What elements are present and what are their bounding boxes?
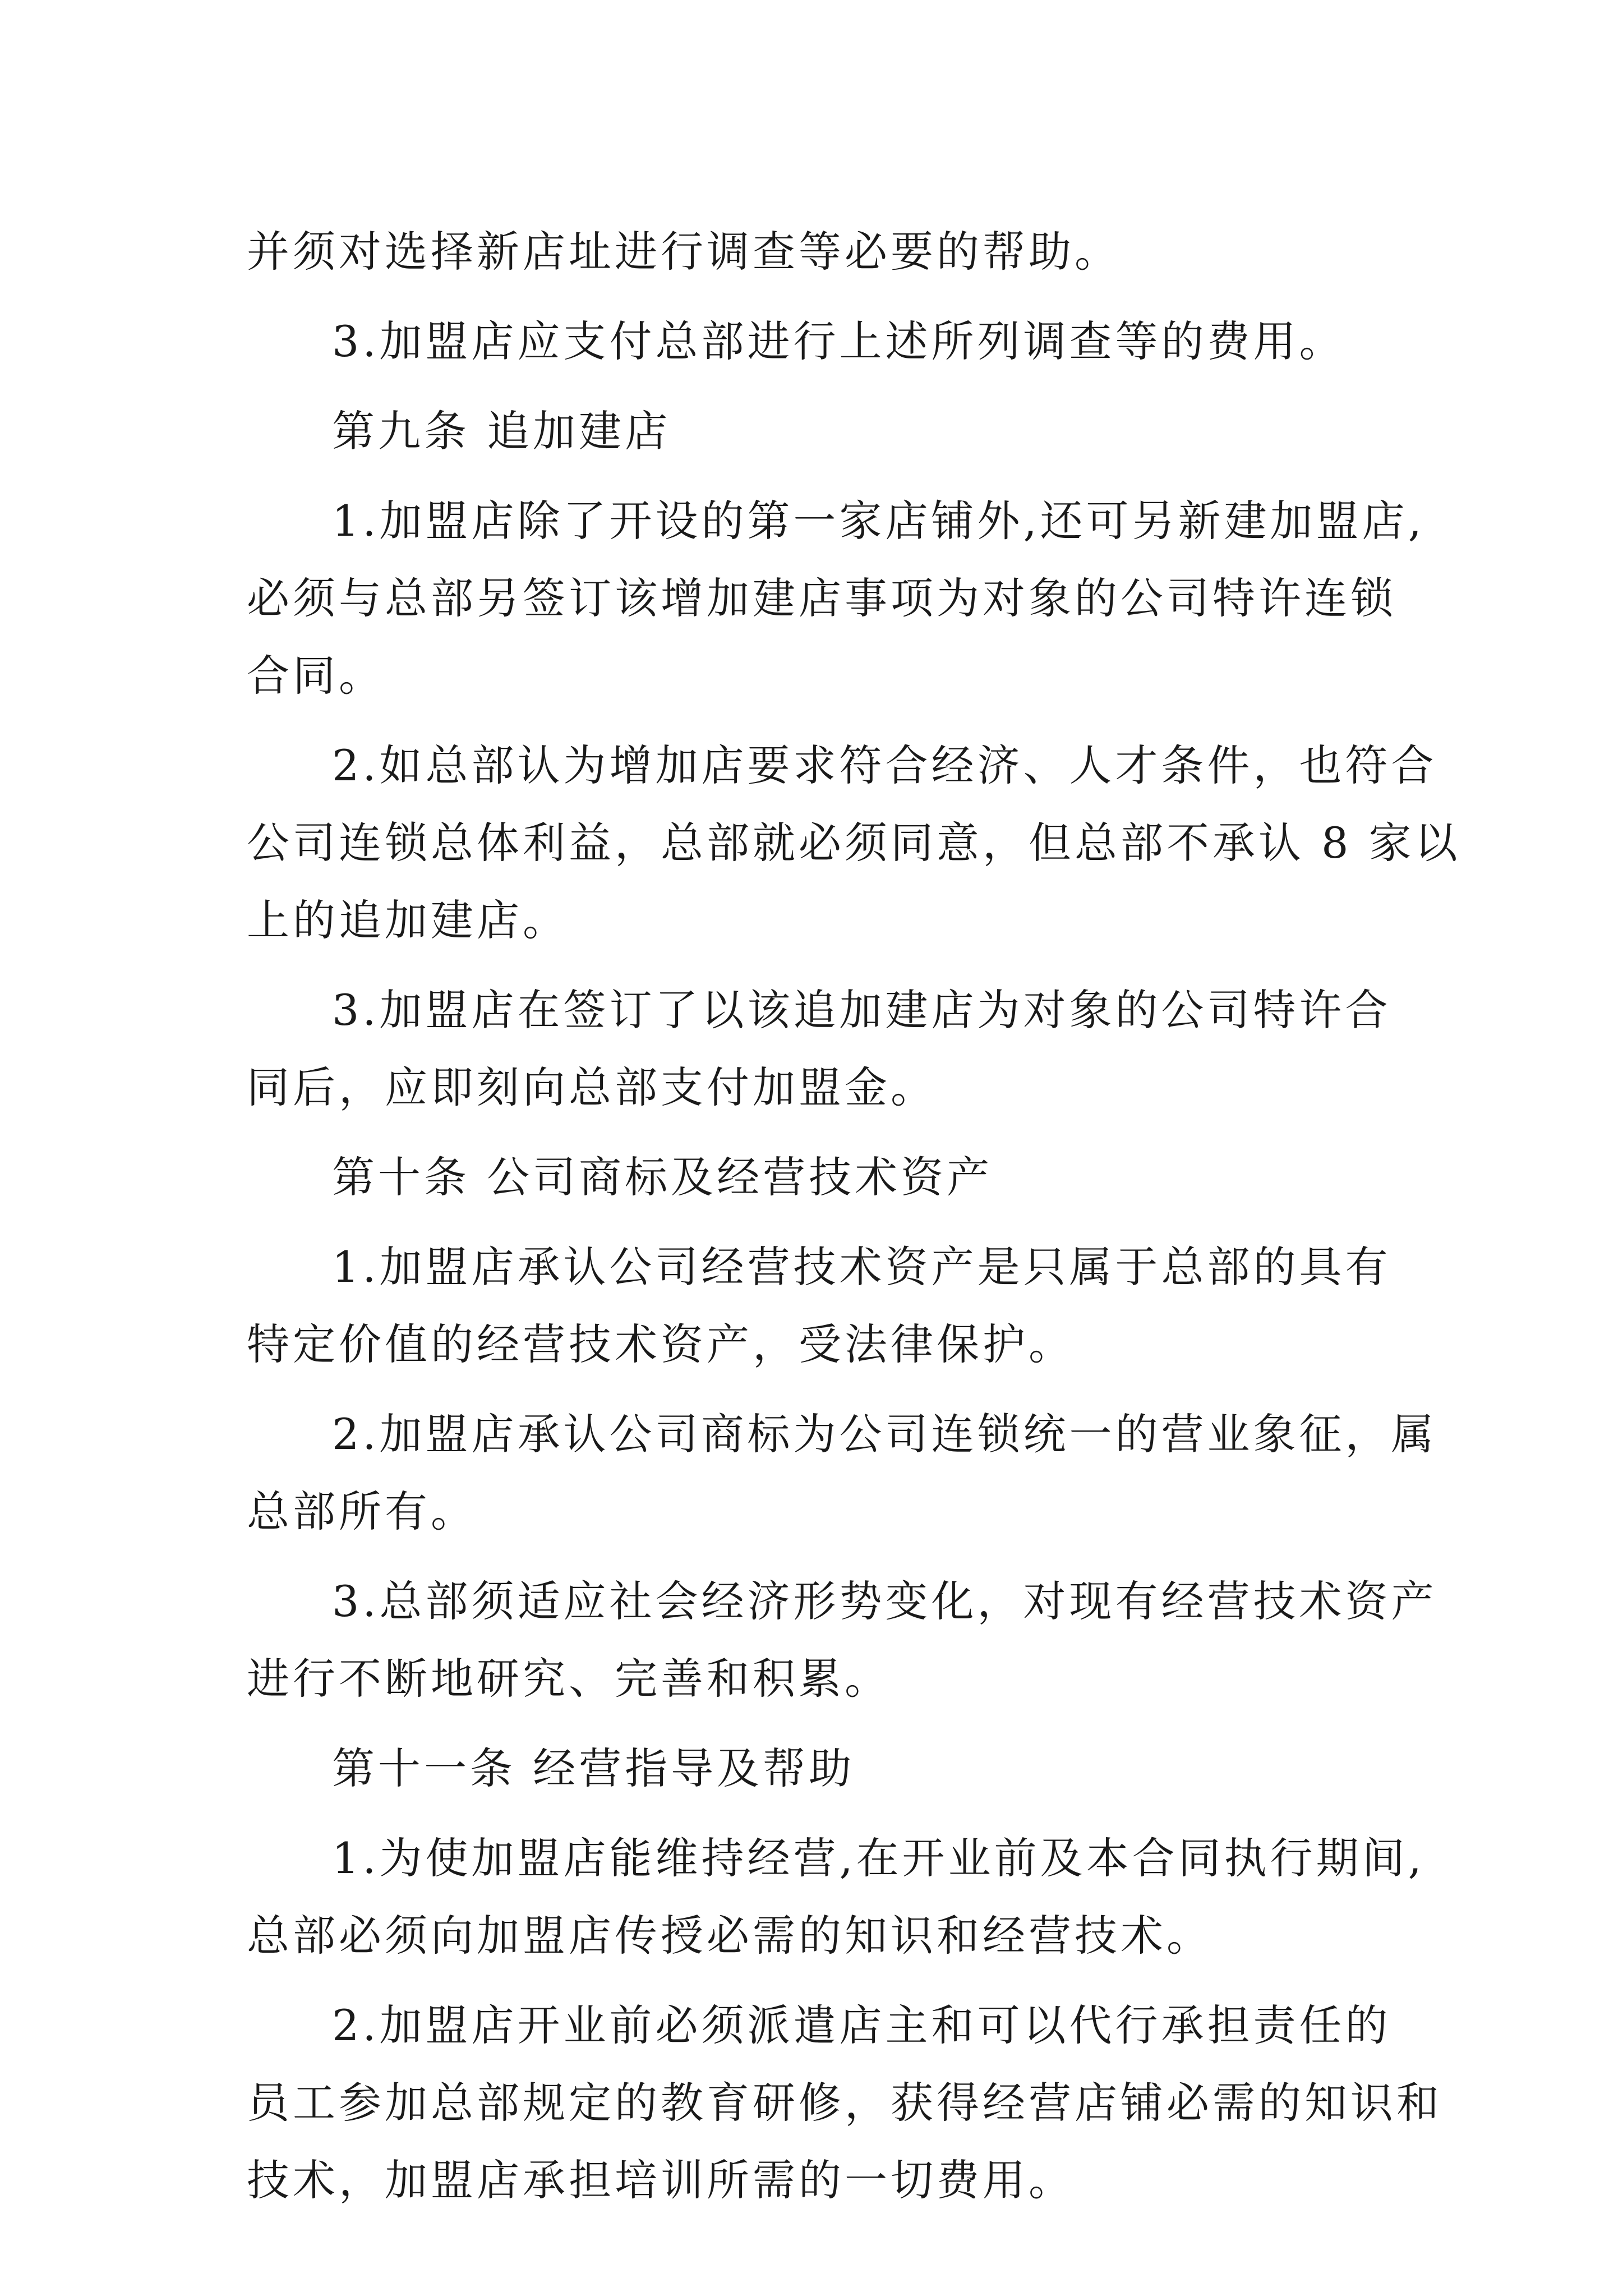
paragraph-line: 3.加盟店应支付总部进行上述所列调查等的费用。 (332, 316, 1345, 366)
paragraph-line: 技术，加盟店承担培训所需的一切费用。 (247, 2155, 1075, 2205)
paragraph (247, 213, 1385, 291)
paragraph (247, 1396, 1437, 1550)
paragraph-line: 进行不断地研究、完善和积累。 (247, 1654, 891, 1704)
paragraph-line: 1.为使加盟店能维持经营,在开业前及本合同执行期间, (332, 1833, 1425, 1883)
paragraph-line: 3.加盟店在签订了以该追加建店为对象的公司特许合 (332, 985, 1391, 1035)
paragraph (247, 1228, 1391, 1383)
paragraph (247, 303, 1385, 380)
section-heading (247, 1730, 1385, 1807)
paragraph-line: 3.总部须适应社会经济形势变化，对现有经营技术资产 (332, 1576, 1437, 1626)
section-heading-text: 第十条 公司商标及经营技术资产 (332, 1152, 993, 1202)
paragraph (247, 1563, 1437, 1718)
paragraph (247, 482, 1425, 715)
paragraph-line: 上的追加建店。 (247, 895, 569, 945)
paragraph-line: 并须对选择新店址进行调查等必要的帮助。 (247, 227, 1121, 277)
paragraph (247, 1987, 1442, 2219)
document-body (247, 213, 1461, 2219)
paragraph-line: 特定价值的经营技术资产，受法律保护。 (247, 1319, 1075, 1369)
section-heading-text: 第九条 追加建店 (332, 406, 671, 456)
paragraph-line: 必须与总部另签订该增加建店事项为对象的公司特许连锁 (247, 573, 1396, 623)
paragraph-line: 总部所有。 (247, 1487, 477, 1536)
paragraph (247, 1820, 1425, 1975)
paragraph-line: 公司连锁总体利益，总部就必须同意，但总部不承认 8 家以 (247, 818, 1461, 868)
section-heading (247, 1139, 1385, 1216)
paragraph-line: 1.加盟店承认公司经营技术资产是只属于总部的具有 (332, 1242, 1391, 1292)
paragraph-line: 2.加盟店开业前必须派遣店主和可以代行承担责任的 (332, 2000, 1391, 2050)
paragraph-line: 同后，应即刻向总部支付加盟金。 (247, 1062, 937, 1112)
paragraph-line: 2.加盟店承认公司商标为公司连锁统一的营业象征，属 (332, 1409, 1437, 1459)
paragraph-line: 2.如总部认为增加店要求符合经济、人才条件，也符合 (332, 740, 1437, 790)
paragraph (247, 972, 1391, 1126)
paragraph-line: 合同。 (247, 651, 385, 701)
paragraph (247, 727, 1461, 959)
paragraph-line: 1.加盟店除了开设的第一家店铺外,还可另新建加盟店, (332, 496, 1425, 546)
section-heading-text: 第十一条 经营指导及帮助 (332, 1743, 855, 1793)
section-heading (247, 393, 1385, 470)
paragraph-line: 员工参加总部规定的教育研修，获得经营店铺必需的知识和 (247, 2078, 1442, 2128)
paragraph-line: 总部必须向加盟店传授必需的知识和经营技术。 (247, 1911, 1212, 1961)
